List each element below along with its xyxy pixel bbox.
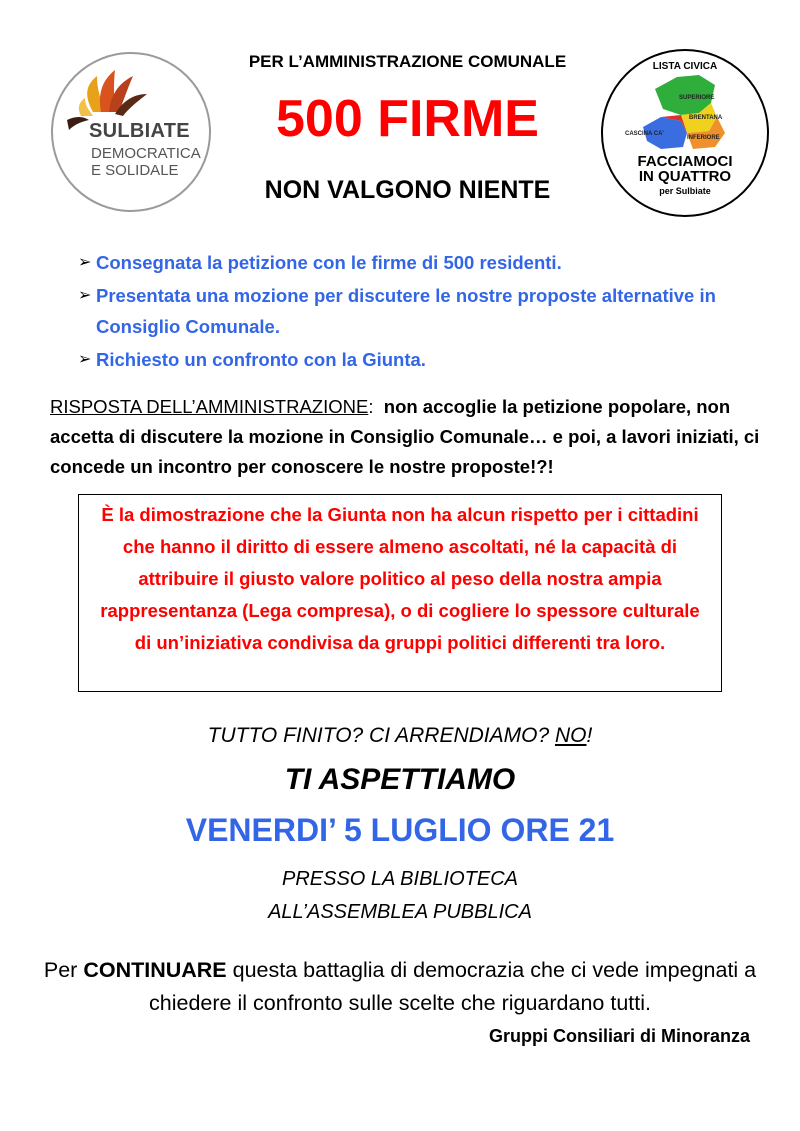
- arrow-icon: ➢: [78, 254, 92, 271]
- logo-right-sub: per Sulbiate: [659, 186, 711, 196]
- closing-post: questa battaglia di democrazia che ci vede impegnati a chiedere il confronto sulle scelte che riguardano tutti.: [149, 958, 757, 1015]
- event-place-1: PRESSO LA BIBLIOTECA: [281, 868, 518, 890]
- logo-left-name: SULBIATE: [89, 120, 190, 142]
- bullet-text: Richiesto un confronto con la Giunta.: [96, 349, 426, 370]
- map-label-superiore: SUPERIORE: [679, 95, 715, 101]
- header-admin: PER L’AMMINISTRAZIONE COMUNALE: [248, 52, 567, 71]
- logo-left-sub1: DEMOCRATICA: [91, 145, 201, 162]
- response-sep: :: [368, 396, 374, 417]
- event-place-2: ALL’ASSEMBLEA PUBBLICA: [268, 901, 532, 923]
- list-item: [78, 280, 768, 342]
- question-bang: !: [586, 724, 593, 747]
- event-invite: TI ASPETTIAMO: [284, 763, 516, 796]
- page-subtitle: NON VALGONO NIENTE: [264, 176, 551, 204]
- map-label-brentana: BRENTANA: [689, 115, 723, 121]
- closing-pre: Per: [43, 958, 78, 982]
- page-title: 500 FIRME: [276, 90, 539, 148]
- sulbiate-logo: [51, 52, 211, 212]
- list-item: [78, 344, 768, 375]
- arrow-icon: ➢: [78, 351, 92, 368]
- bullet-text: Consegnata la petizione con le firme di 500 residenti.: [96, 252, 562, 273]
- event-question: [0, 724, 800, 748]
- bullet-text: Presentata una mozione per discutere le nostre proposte alternative in Consiglio Comunale.: [96, 285, 716, 337]
- map-label-cascina: CASCINA CA': [625, 131, 664, 137]
- closing-paragraph: [40, 954, 760, 1020]
- response-paragraph: [50, 392, 760, 482]
- response-label: RISPOSTA DELL’AMMINISTRAZIONE: [50, 396, 369, 417]
- list-item: [78, 247, 768, 278]
- question-text: TUTTO FINITO? CI ARRENDIAMO?: [207, 724, 550, 747]
- highlight-box: [78, 494, 722, 692]
- closing-emph: CONTINUARE: [83, 958, 227, 982]
- response-text: non accoglie la petizione popolare, non accetta di discutere la mozione in Consiglio Comunale… e poi, a lavori iniziati, ci concede un incontro per conoscere le nostre proposte!?!: [50, 396, 760, 477]
- question-no: NO: [554, 724, 587, 747]
- map-label-inferiore: INFERIORE: [687, 135, 720, 141]
- facciamoci-logo: [601, 49, 769, 217]
- logo-right-name1: FACCIAMOCI: [637, 153, 733, 170]
- logo-right-top: LISTA CIVICA: [652, 61, 718, 72]
- arrow-icon: ➢: [78, 287, 92, 304]
- logo-right-name2: IN QUATTRO: [638, 168, 732, 185]
- signature: Gruppi Consiliari di Minoranza: [488, 1026, 750, 1046]
- bullet-list: [78, 247, 768, 377]
- logo-left-sub2: E SOLIDALE: [91, 162, 179, 179]
- event-date: VENERDI’ 5 LUGLIO ORE 21: [185, 812, 615, 848]
- highlight-text: È la dimostrazione che la Giunta non ha alcun rispetto per i cittadini che hanno il diritto di essere almeno ascoltati, né la capacità di attribuire il giusto valore politico al peso della nostra ampia rappresentanza (Lega compresa), o di cogliere lo spessore culturale di un’iniziativa condivisa da gruppi politici differenti tra loro.: [100, 504, 700, 653]
